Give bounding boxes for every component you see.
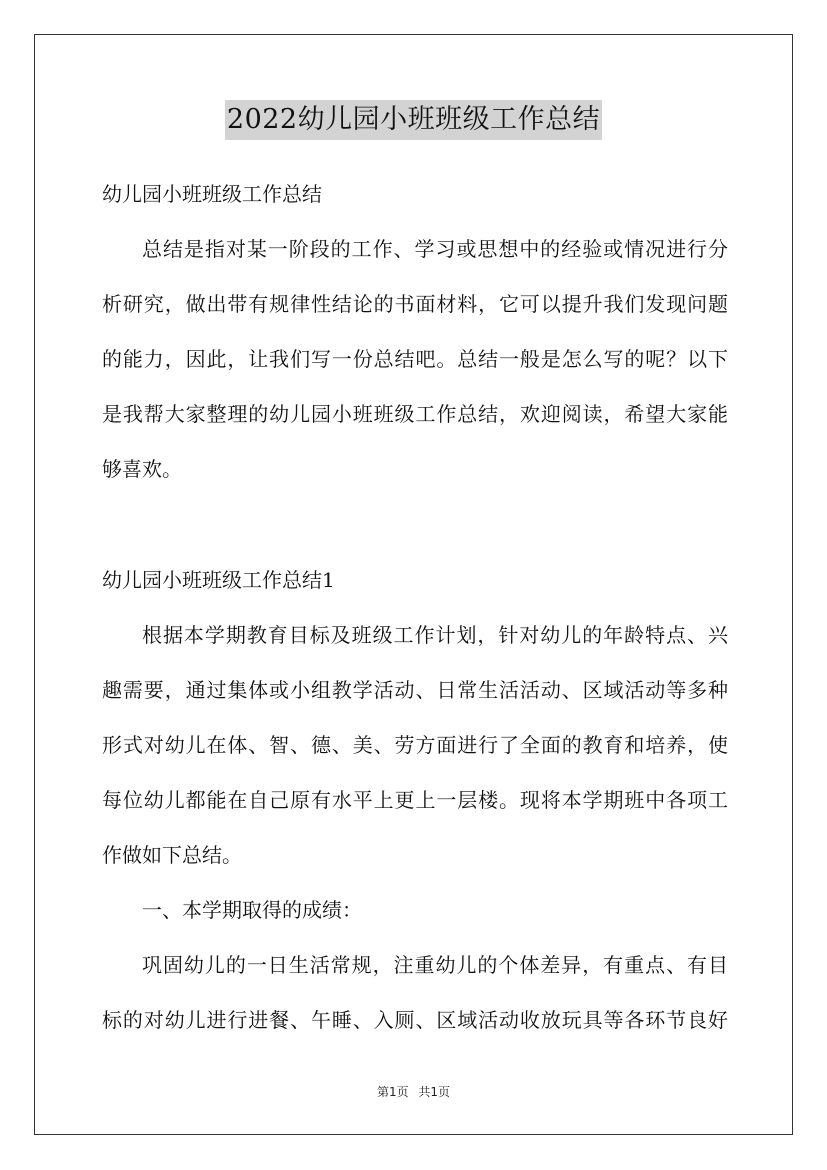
intro-line: 是我帮大家整理的幼儿园小班班级工作总结，欢迎阅读，希望大家能: [102, 402, 728, 426]
section-line: 标的对幼儿进行进餐、午睡、入厕、区域活动收放玩具等各环节良好: [102, 1008, 728, 1032]
section-line: 巩固幼儿的一日生活常规，注重幼儿的个体差异，有重点、有目: [142, 953, 728, 977]
intro-line: 的能力，因此，让我们写一份总结吧。总结一般是怎么写的呢？以下: [102, 347, 728, 371]
title-container: [0, 100, 827, 140]
subheading: 一、本学期取得的成绩：: [142, 898, 362, 922]
section-line: 作做如下总结。: [102, 843, 242, 867]
page-number-total: 共1页: [418, 1085, 451, 1099]
intro-line: 析研究，做出带有规律性结论的书面材料，它可以提升我们发现问题: [102, 292, 728, 316]
section-heading: 幼儿园小班班级工作总结1: [102, 568, 335, 592]
page-footer: [0, 1083, 827, 1100]
section-line: 根据本学期教育目标及班级工作计划，针对幼儿的年龄特点、兴: [142, 623, 728, 647]
intro-line: 够喜欢。: [102, 457, 182, 481]
paragraph-gap: [102, 502, 728, 558]
document-title: 2022幼儿园小班班级工作总结: [225, 100, 602, 140]
section-line: 趣需要，通过集体或小组教学活动、日常生活活动、区域活动等多种: [102, 678, 728, 702]
page-number-current: 第1页: [376, 1085, 409, 1099]
section-line: 每位幼儿都能在自己原有水平上更上一层楼。现将本学期班中各项工: [102, 788, 728, 812]
intro-heading: 幼儿园小班班级工作总结: [102, 182, 322, 206]
intro-line: 总结是指对某一阶段的工作、学习或思想中的经验或情况进行分: [142, 237, 728, 261]
section-line: 形式对幼儿在体、智、德、美、劳方面进行了全面的教育和培养，使: [102, 733, 728, 757]
document-body: [102, 172, 728, 1053]
